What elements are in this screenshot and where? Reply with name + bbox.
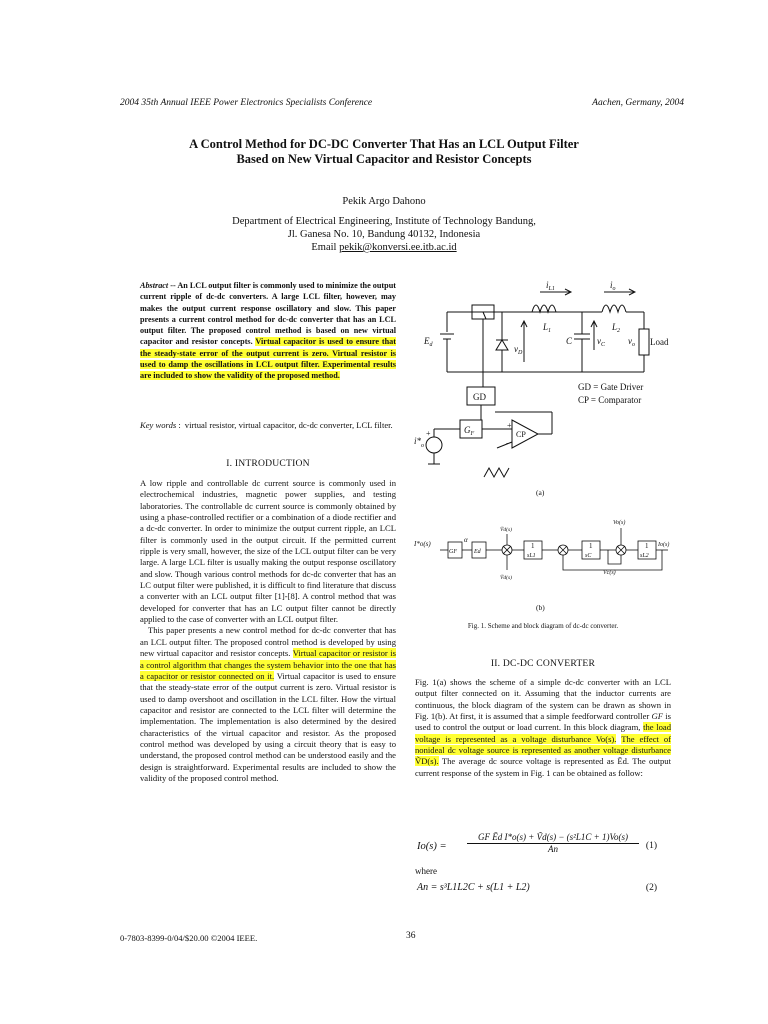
eq1-numerator: GF Ēd I*o(s) + Ṽd(s) − (s²L1C + 1)Vo(s) — [467, 832, 639, 844]
conference-header: 2004 35th Annual IEEE Power Electronics Specialists Conference — [120, 98, 373, 108]
l1-inductor — [532, 305, 556, 312]
eq1-denominator: An — [548, 844, 558, 854]
gd-note: GD = Gate Driver — [578, 382, 644, 392]
abstract — [140, 280, 396, 382]
where-label: where — [415, 866, 437, 876]
cp-label: CP — [516, 430, 526, 439]
eq2-number: (2) — [645, 883, 657, 893]
diode-symbol — [496, 340, 508, 350]
intro-paragraph-2 — [140, 625, 396, 784]
figure-b-caption: (b) — [536, 603, 545, 612]
dcdc-paragraph-1 — [415, 677, 671, 779]
bd-ed-label: Ed — [474, 549, 481, 555]
bd-l2-den: sL2 — [640, 553, 649, 559]
cp-note: CP = Comparator — [578, 395, 642, 405]
keywords — [140, 420, 396, 431]
dcdc-highlight-1: the load voltage is represented as a voltage disturbance Vo(s). — [415, 722, 671, 744]
dcdc-gf-symbol: GF — [651, 711, 663, 722]
figure-a-caption: (a) — [536, 488, 545, 497]
dcdc-highlight-2: The effect of nonideal dc voltage source is represented as another voltage disturbance ṼD(s). — [415, 733, 672, 767]
gf-label: $G_F$ — [464, 425, 475, 437]
load-label: Load — [650, 337, 669, 347]
intro-p2-start: This paper presents a new control method for dc-dc converter that has an LCL output filter. The proposed control method is developed by using new virtual capacitor and resistor concepts. — [140, 625, 396, 659]
block-diagram-figure — [414, 512, 676, 592]
bd-l1-num: 1 — [531, 542, 535, 550]
ed-label: $E_d$ — [424, 336, 433, 348]
bd-vd-bottom-label: Ṽd(s) — [500, 575, 512, 581]
bd-out-label: Io(s) — [658, 542, 670, 548]
bd-c-den: sC — [585, 553, 592, 559]
title-line-1: A Control Method for DC-DC Converter That Has an LCL Output Filter — [189, 137, 579, 151]
author-name: Pekik Argo Dahono — [342, 196, 426, 207]
converter-scheme-figure — [412, 272, 674, 482]
vd-label: $v_D$ — [514, 344, 523, 356]
ref-plus-label: + — [426, 429, 431, 438]
io-label: $i_o$ — [610, 280, 616, 292]
l1-label: $L_1$ — [543, 322, 552, 334]
page-number: 36 — [406, 931, 416, 941]
dcdc-p1-start: Fig. 1(a) shows the scheme of a simple dc-dc converter with an LCL output filter connected on it. Assuming that the inductor currents are continuous, the block diagram of the system can be drawn as shown in Fig. 1(b). At first, it is assumed that a simple feedforward controller — [415, 677, 671, 722]
email-link[interactable]: pekik@konversi.ee.itb.ac.id — [339, 242, 457, 253]
paper-title — [120, 137, 648, 167]
affiliation-dept: Department of Electrical Engineering, Institute of Technology Bandung, — [232, 216, 536, 227]
dcdc-p1-middle: is used to control the output or load current. In this block diagram, — [415, 711, 671, 733]
eq1-fraction — [467, 832, 639, 854]
eq1-lhs: Io(s) = — [417, 841, 447, 852]
bd-alpha-label: α — [464, 536, 468, 544]
title-line-2: Based on New Virtual Capacitor and Resistor Concepts — [236, 152, 532, 166]
dcdc-body — [415, 677, 671, 779]
location-header: Aachen, Germany, 2004 — [592, 98, 684, 108]
equation-1 — [415, 832, 671, 866]
load-box — [639, 329, 649, 355]
l2-inductor — [602, 305, 626, 312]
intro-p2-highlight: Virtual capacitor or resistor is a control algorithm that changes the system behavior into the one that has a capacitor or resistor connected on it. — [140, 648, 396, 681]
vc-label: $v_C$ — [597, 336, 606, 348]
cp-minus-label: − — [506, 439, 511, 448]
abstract-highlight: Virtual capacitor is used to ensure that the steady-state error of the output current is zero. Virtual resistor is used to damp the oscillations in LCL output filter. Experimental results are included to show the validity of the proposed method. — [140, 337, 396, 381]
bd-vo-label: Vo(s) — [613, 520, 626, 526]
keywords-text: virtual resistor, virtual capacitor, dc-dc converter, LCL filter. — [184, 420, 393, 430]
l2-label: $L_2$ — [612, 322, 621, 334]
intro-p2-end: Virtual capacitor is used to ensure that the steady-state error of the output current is zero. Virtual resistor is used to damp overshoot and oscillation in the LCL filter. How the virtual capacitor and resistor are connected to the LCL filter will determine the implementation. The implementation is also determined by the desired characteristics of the virtual capacitor and resistor. As the proposed control method was developed by using a circuit theory that is easy to understand, the proposed control method can be understood easily and the design is straightforward. Experimental results are included to show the validity of the proposed control method. — [140, 670, 396, 783]
keywords-separator: : — [176, 420, 181, 430]
cp-plus-label: + — [507, 421, 512, 430]
intro-body — [140, 478, 396, 784]
affiliation-email — [120, 241, 648, 254]
figure-1-caption: Fig. 1. Scheme and block diagram of dc-dc converter. — [467, 622, 619, 630]
vo-label: $v_o$ — [628, 336, 635, 348]
intro-paragraph-1: A low ripple and controllable dc current source is commonly used in electrochemical industries, magnetic power supplies, and testing laboratories. The controllable dc current source is commonly obtained by using a phase-controlled rectifier or a combination of a diode rectifier and a dc-dc converter. In order to minimize the output current ripple, an LCL filter is commonly used in the output circuit. If the permitted current ripple is very small, however, the size of the LCL output filter can be very large. A large LCL filter is usually making the output response oscillatory and slow. Though various control methods for dc-dc converter that has an LC output filter were published, it is difficult to find literature that discuss a converter with an LCL output filter [1]-[8]. A control method that was developed for converter that has an LC output filter cannot be directly applied to the case of converter with an LCL output filter. — [140, 478, 396, 625]
keywords-label: Key words — [140, 420, 177, 430]
io-ref-label: $i*_o$ — [414, 436, 425, 449]
intro-heading: I. INTRODUCTION — [226, 458, 310, 469]
bd-l1-den: sL1 — [527, 553, 536, 559]
bd-gf-label: GF — [449, 549, 457, 555]
abstract-text: -- An LCL output filter is commonly used to minimize the output current ripple of dc-dc converters. A large LCL filter, however, may makes the output current response oscillatory and slow. This paper presents a current control method for dc-dc converter that has an LCL output filter. The proposed control method is based on new virtual capacitor and resistor concepts. — [140, 281, 396, 347]
il1-label: $i_{L1}$ — [546, 280, 555, 292]
bd-l2-num: 1 — [645, 542, 649, 550]
footer-copyright: 0-7803-8399-0/04/$20.00 ©2004 IEEE. — [120, 933, 258, 943]
bd-vc-label: Vc(s) — [603, 570, 616, 576]
equation-2 — [415, 882, 671, 898]
bd-vd-top-label: Ṽd(s) — [500, 527, 512, 533]
gd-label: GD — [473, 392, 486, 402]
carrier-waveform — [484, 468, 509, 477]
bd-c-num: 1 — [589, 542, 593, 550]
reference-source-circle — [426, 437, 442, 453]
switch-arrow — [483, 312, 486, 319]
email-label: Email — [311, 242, 340, 253]
dcdc-heading: II. DC-DC CONVERTER — [490, 658, 596, 669]
abstract-label: Abstract — [140, 281, 169, 290]
dcdc-p1-end: The average dc source voltage is represented as Ēd. The output current response of the system in Fig. 1 can be obtained as follow: — [415, 756, 671, 778]
bd-in-label: I*o(s) — [414, 540, 431, 548]
c-label: C — [566, 336, 573, 346]
eq1-number: (1) — [645, 841, 657, 851]
affiliation-address: Jl. Ganesa No. 10, Bandung 40132, Indonesia — [287, 229, 481, 240]
eq2-expression: An = s³L1L2C + s(L1 + L2) — [417, 882, 530, 893]
